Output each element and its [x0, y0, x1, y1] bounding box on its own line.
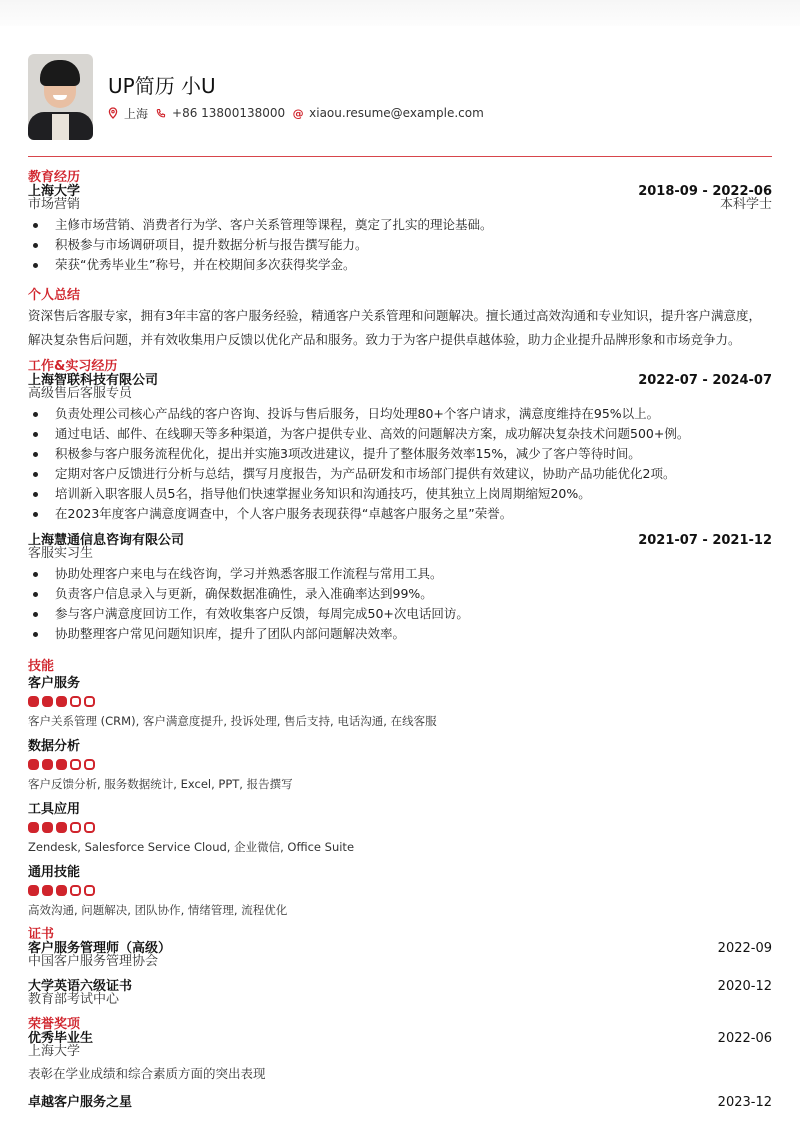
- avatar: [28, 54, 93, 140]
- honor-name: 卓越客户服务之星: [28, 1095, 133, 1110]
- phone-icon: [156, 108, 166, 119]
- avatar-shirt: [52, 114, 69, 140]
- job-bullets: [28, 564, 772, 644]
- rating-dot-empty: [70, 759, 81, 770]
- list-item: 通过电话、邮件、在线聊天等多种渠道，为客户提供专业、高效的问题解决方案，成功解决复杂技术问题500+例。: [28, 424, 772, 444]
- education-header-row: [28, 185, 772, 198]
- section-title: 荣誉奖项: [28, 1017, 81, 1032]
- rating-dot-filled: [28, 885, 39, 896]
- certificate-date: 2022-09: [717, 941, 772, 956]
- skill-entry: [28, 739, 772, 794]
- honor-date: 2023-12: [717, 1095, 772, 1110]
- section-title: 工作&实习经历: [28, 359, 118, 374]
- certificate-name: 客户服务管理师（高级）: [28, 941, 172, 956]
- location-text: 上海: [124, 106, 149, 121]
- resume-header: [28, 26, 772, 140]
- list-item: 积极参与客户服务流程优化，提出并实施3项改进建议，提升了整体服务效率15%，减少了客户等待时间。: [28, 444, 772, 464]
- school-name: 上海大学: [28, 184, 81, 199]
- rating-dot-filled: [42, 885, 53, 896]
- skill-rating: [28, 696, 772, 707]
- honor-name: 优秀毕业生: [28, 1031, 94, 1046]
- section-title: 教育经历: [28, 170, 81, 185]
- section-education: [28, 171, 772, 275]
- avatar-hair: [40, 60, 80, 86]
- list-item: 在2023年度客户满意度调查中，个人客户服务表现获得“卓越客户服务之星”荣誉。: [28, 504, 772, 524]
- honor-desc: 表彰在学业成绩和综合素质方面的突出表现: [28, 1066, 266, 1081]
- honor-header-row: [28, 1096, 772, 1109]
- section-work: [28, 360, 772, 644]
- certificate-issuer: 中国客户服务管理协会: [28, 954, 159, 969]
- contact-phone: [156, 106, 285, 120]
- list-item: 负责客户信息录入与更新，确保数据准确性，录入准确率达到99%。: [28, 584, 772, 604]
- honor-issuer: 上海大学: [28, 1044, 81, 1059]
- job-entry: [28, 534, 772, 644]
- section-certificates: [28, 928, 772, 1006]
- education-date: 2018-09 - 2022-06: [638, 184, 772, 199]
- certificate-date: 2020-12: [717, 979, 772, 994]
- rating-dot-filled: [56, 696, 67, 707]
- rating-dot-empty: [70, 885, 81, 896]
- contact-list: [108, 105, 492, 122]
- certificate-issuer: 教育部考试中心: [28, 992, 120, 1007]
- skill-desc: 高效沟通, 问题解决, 团队协作, 情绪管理, 流程优化: [28, 903, 288, 917]
- skill-desc: 客户关系管理 (CRM), 客户满意度提升, 投诉处理, 售后支持, 电话沟通, 在线客服: [28, 714, 437, 728]
- skill-desc: Zendesk, Salesforce Service Cloud, 企业微信, Office Suite: [28, 840, 355, 854]
- section-title: 证书: [28, 927, 55, 942]
- rating-dot-filled: [28, 822, 39, 833]
- rating-dot-empty: [84, 885, 95, 896]
- list-item: 协助整理客户常见问题知识库，提升了团队内部问题解决效率。: [28, 624, 772, 644]
- skill-name: 客户服务: [28, 676, 81, 691]
- resume-page: [0, 26, 800, 1109]
- rating-dot-filled: [42, 822, 53, 833]
- rating-dot-filled: [56, 822, 67, 833]
- map-pin-icon: [108, 107, 118, 119]
- section-honors: [28, 1018, 772, 1109]
- list-item: 参与客户满意度回访工作，有效收集客户反馈，每周完成50+次电话回访。: [28, 604, 772, 624]
- skill-rating: [28, 759, 772, 770]
- contact-location: [108, 105, 148, 122]
- list-item: 积极参与市场调研项目，提升数据分析与报告撰写能力。: [28, 235, 772, 255]
- job-date: 2022-07 - 2024-07: [638, 373, 772, 388]
- header-info: [108, 73, 492, 122]
- rating-dot-filled: [28, 759, 39, 770]
- job-entry: [28, 374, 772, 524]
- skill-name: 工具应用: [28, 802, 81, 817]
- rating-dot-filled: [56, 885, 67, 896]
- skill-rating: [28, 885, 772, 896]
- skill-name: 数据分析: [28, 739, 81, 754]
- list-item: 协助处理客户来电与在线咨询，学习并熟悉客服工作流程与常用工具。: [28, 564, 772, 584]
- job-role: 高级售后客服专员: [28, 386, 133, 401]
- list-item: 主修市场营销、消费者行为学、客户关系管理等课程，奠定了扎实的理论基础。: [28, 215, 772, 235]
- list-item: 荣获“优秀毕业生”称号，并在校期间多次获得奖学金。: [28, 255, 772, 275]
- contact-email: [293, 106, 484, 120]
- company-name: 上海慧通信息咨询有限公司: [28, 533, 185, 548]
- skill-name: 通用技能: [28, 865, 81, 880]
- honor-date: 2022-06: [717, 1031, 772, 1046]
- section-title: 技能: [28, 659, 55, 674]
- certificate-name: 大学英语六级证书: [28, 979, 133, 994]
- job-date: 2021-07 - 2021-12: [638, 533, 772, 548]
- honor-entry: [28, 1032, 772, 1084]
- major: 市场营销: [28, 197, 81, 212]
- honor-header-row: [28, 1032, 772, 1045]
- rating-dot-empty: [70, 822, 81, 833]
- skill-entry: [28, 676, 772, 731]
- education-sub-row: [28, 198, 772, 211]
- at-icon: @: [292, 106, 304, 120]
- section-skills: [28, 660, 772, 920]
- skill-entry: [28, 865, 772, 920]
- company-name: 上海智联科技有限公司: [28, 373, 159, 388]
- education-bullets: [28, 215, 772, 275]
- phone-text[interactable]: +86 13800138000: [172, 106, 286, 120]
- candidate-name: UP简历 小U: [108, 73, 216, 98]
- list-item: 培训新入职客服人员5名，指导他们快速掌握业务知识和沟通技巧，使其独立上岗周期缩短20%。: [28, 484, 772, 504]
- skill-entry: [28, 802, 772, 857]
- rating-dot-empty: [70, 696, 81, 707]
- rating-dot-empty: [84, 822, 95, 833]
- rating-dot-filled: [28, 696, 39, 707]
- certificate-entry: [28, 980, 772, 1006]
- job-bullets: [28, 404, 772, 524]
- job-header-row: [28, 534, 772, 547]
- header-divider: [28, 156, 772, 157]
- top-bar: [0, 0, 800, 26]
- skill-rating: [28, 822, 772, 833]
- rating-dot-empty: [84, 696, 95, 707]
- email-text[interactable]: xiaou.resume@example.com: [309, 106, 484, 120]
- summary-text: 资深售后客服专家，拥有3年丰富的客户服务经验，精通客户关系管理和问题解决。擅长通过高效沟通和专业知识，提升客户满意度，解决复杂售后问题，并有效收集用户反馈以优化产品和服务。致力于为客户提供卓越体验，助力企业提升品牌形象和市场竞争力。: [28, 308, 761, 347]
- degree: 本科学士: [719, 197, 772, 212]
- list-item: 负责处理公司核心产品线的客户咨询、投诉与售后服务，日均处理80+个客户请求，满意度维持在95%以上。: [28, 404, 772, 424]
- rating-dot-empty: [84, 759, 95, 770]
- section-summary: [28, 289, 772, 352]
- rating-dot-filled: [42, 759, 53, 770]
- certificate-header-row: [28, 980, 772, 993]
- rating-dot-filled: [56, 759, 67, 770]
- honor-entry: [28, 1096, 772, 1109]
- section-title: 个人总结: [28, 288, 81, 303]
- rating-dot-filled: [42, 696, 53, 707]
- certificate-entry: [28, 942, 772, 968]
- skill-desc: 客户反馈分析, 服务数据统计, Excel, PPT, 报告撰写: [28, 777, 293, 791]
- job-header-row: [28, 374, 772, 387]
- job-role: 客服实习生: [28, 546, 94, 561]
- list-item: 定期对客户反馈进行分析与总结，撰写月度报告，为产品研发和市场部门提供有效建议，协助产品功能优化2项。: [28, 464, 772, 484]
